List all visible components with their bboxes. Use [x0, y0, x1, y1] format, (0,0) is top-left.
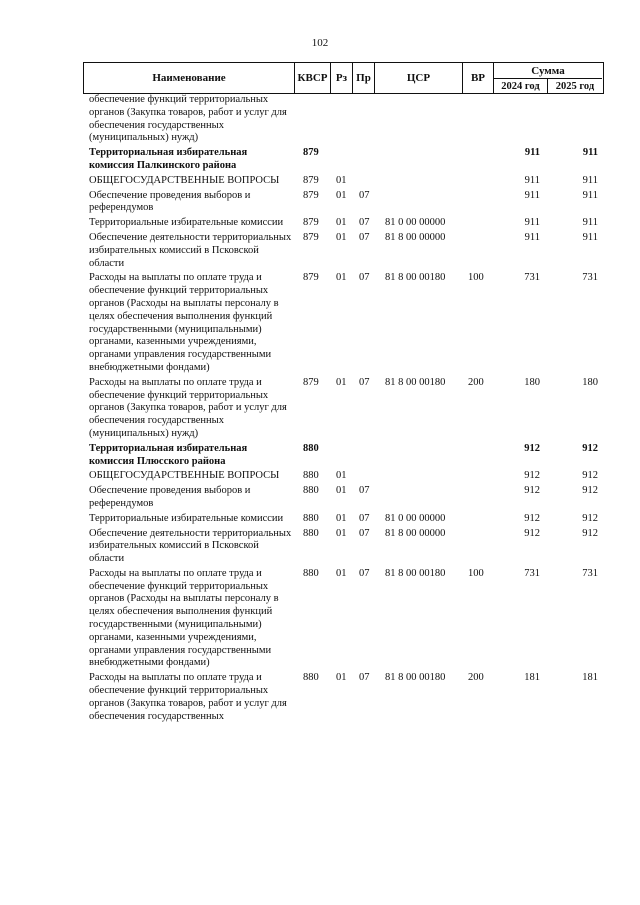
header-pr: Пр [353, 63, 375, 93]
cell-sum-2025: 912 [582, 470, 598, 482]
cell-sum-2024: 731 [524, 272, 540, 284]
header-csr: ЦСР [375, 63, 463, 93]
cell-csr: 81 0 00 00000 [385, 217, 446, 229]
cell-kvsr: 880 [303, 470, 319, 482]
cell-kvsr: 879 [303, 174, 319, 186]
cell-kvsr: 879 [303, 272, 319, 284]
cell-sum-2025: 911 [582, 217, 598, 229]
table-header [83, 62, 604, 94]
cell-kvsr: 880 [303, 512, 319, 524]
cell-name: Обеспечение деятельности территориальных избирательных комиссий в Псковской области [89, 527, 292, 565]
cell-rz: 01 [336, 485, 347, 497]
cell-sum-2025: 911 [582, 147, 598, 159]
cell-kvsr: 879 [303, 231, 319, 243]
table-body [83, 94, 604, 725]
table-row [83, 147, 604, 173]
cell-pr: 07 [359, 189, 370, 201]
cell-sum-2024: 731 [524, 567, 540, 579]
cell-kvsr: 879 [303, 189, 319, 201]
cell-csr: 81 8 00 00180 [385, 272, 446, 284]
cell-pr: 07 [359, 485, 370, 497]
cell-name: Территориальная избирательная комиссия Палкинского района [89, 147, 248, 171]
header-2024: 2024 год [494, 79, 548, 94]
header-sum: Сумма [494, 63, 602, 79]
table-row [83, 190, 604, 216]
cell-kvsr: 879 [303, 217, 319, 229]
cell-pr: 07 [359, 272, 370, 284]
cell-kvsr: 880 [303, 442, 319, 454]
table-row [83, 232, 604, 270]
header-2025: 2025 год [555, 81, 595, 92]
cell-sum-2025: 911 [582, 231, 598, 243]
cell-name: Расходы на выплаты по оплате труда и обеспечение функций территориальных органов (Закупка товаров, работ и услуг для обеспечения государственных (муниципальных) нужд) [89, 376, 287, 439]
table-row [83, 175, 604, 188]
cell-rz: 01 [336, 567, 347, 579]
cell-kvsr: 879 [303, 147, 319, 159]
cell-name: Расходы на выплаты по оплате труда и обеспечение функций территориальных органов (Расходы на выплаты персоналу в целях обеспечения выполнения функций государственными (муниципальными) органами, казенными учреждениями, органами управления государственными внебюджетными фондами) [89, 567, 279, 669]
table-row [83, 272, 604, 374]
cell-csr: 81 8 00 00000 [385, 231, 446, 243]
cell-sum-2024: 912 [524, 485, 540, 497]
cell-name: Территориальные избирательные комиссии [89, 217, 284, 229]
table-row [83, 470, 604, 483]
cell-sum-2025: 911 [582, 174, 598, 186]
table-row [83, 485, 604, 511]
cell-sum-2024: 911 [524, 231, 540, 243]
page-number: 102 [311, 37, 329, 49]
cell-name: ОБЩЕГОСУДАРСТВЕННЫЕ ВОПРОСЫ [89, 470, 280, 482]
cell-vr: 100 [468, 272, 484, 284]
table-row [83, 217, 604, 230]
cell-sum-2024: 181 [524, 672, 540, 684]
cell-name: Обеспечение проведения выборов и референдумов [89, 485, 251, 509]
header-rz: Рз [331, 63, 353, 93]
cell-vr: 200 [468, 672, 484, 684]
cell-csr: 81 8 00 00180 [385, 376, 446, 388]
table-row [83, 94, 604, 145]
cell-sum-2024: 911 [524, 189, 540, 201]
cell-pr: 07 [359, 217, 370, 229]
cell-name: Расходы на выплаты по оплате труда и обеспечение функций территориальных органов (Закупка товаров, работ и услуг для обеспечения государственных [89, 672, 287, 722]
cell-csr: 81 8 00 00000 [385, 527, 446, 539]
cell-kvsr: 879 [303, 376, 319, 388]
table-row [83, 443, 604, 469]
cell-sum-2024: 911 [524, 217, 540, 229]
cell-name: Обеспечение деятельности территориальных избирательных комиссий в Псковской области [89, 231, 292, 269]
cell-sum-2024: 912 [524, 442, 540, 454]
cell-kvsr: 880 [303, 527, 319, 539]
table-row [83, 568, 604, 670]
cell-rz: 01 [336, 217, 347, 229]
cell-sum-2024: 911 [524, 174, 540, 186]
table-row [83, 528, 604, 566]
cell-pr: 07 [359, 376, 370, 388]
cell-csr: 81 8 00 00180 [385, 567, 446, 579]
cell-sum-2025: 912 [582, 512, 598, 524]
cell-rz: 01 [336, 272, 347, 284]
table-row [83, 513, 604, 526]
cell-rz: 01 [336, 189, 347, 201]
cell-rz: 01 [336, 470, 347, 482]
cell-rz: 01 [336, 376, 347, 388]
cell-name: Расходы на выплаты по оплате труда и обеспечение функций территориальных органов (Расходы на выплаты персоналу в целях обеспечения выполнения функций государственными (муниципальными) органами, казенными учреждениями, органами управления государственными внебюджетными фондами) [89, 272, 279, 373]
cell-rz: 01 [336, 174, 347, 186]
cell-sum-2025: 912 [582, 442, 598, 454]
table-row [83, 377, 604, 441]
cell-name: Обеспечение проведения выборов и референдумов [89, 189, 251, 214]
cell-sum-2024: 180 [524, 376, 540, 388]
cell-sum-2024: 912 [524, 470, 540, 482]
cell-sum-2024: 912 [524, 512, 540, 524]
cell-pr: 07 [359, 512, 370, 524]
cell-name: ОБЩЕГОСУДАРСТВЕННЫЕ ВОПРОСЫ [89, 174, 280, 186]
cell-sum-2025: 911 [582, 189, 598, 201]
cell-name: обеспечение функций территориальных органов (Закупка товаров, работ и услуг для обеспечения государственных (муниципальных) нужд) [89, 94, 287, 144]
cell-kvsr: 880 [303, 567, 319, 579]
cell-sum-2024: 911 [524, 147, 540, 159]
cell-kvsr: 880 [303, 485, 319, 497]
cell-rz: 01 [336, 512, 347, 524]
header-vr: ВР [463, 63, 494, 93]
cell-rz: 01 [336, 672, 347, 684]
cell-vr: 200 [468, 376, 484, 388]
cell-sum-2025: 912 [582, 485, 598, 497]
cell-sum-2025: 731 [582, 567, 598, 579]
cell-pr: 07 [359, 672, 370, 684]
cell-sum-2024: 912 [524, 527, 540, 539]
cell-csr: 81 8 00 00180 [385, 672, 446, 684]
cell-csr: 81 0 00 00000 [385, 512, 446, 524]
header-kvsr: КВСР [295, 63, 331, 93]
cell-sum-2025: 912 [582, 527, 598, 539]
header-name: Наименование [84, 63, 295, 93]
cell-sum-2025: 181 [582, 672, 598, 684]
cell-pr: 07 [359, 231, 370, 243]
table-row [83, 672, 604, 723]
cell-name: Территориальные избирательные комиссии [89, 512, 284, 524]
cell-kvsr: 880 [303, 672, 319, 684]
cell-pr: 07 [359, 567, 370, 579]
cell-rz: 01 [336, 231, 347, 243]
cell-rz: 01 [336, 527, 347, 539]
cell-vr: 100 [468, 567, 484, 579]
cell-sum-2025: 180 [582, 376, 598, 388]
cell-name: Территориальная избирательная комиссия Плюсского района [89, 442, 248, 467]
cell-pr: 07 [359, 527, 370, 539]
cell-sum-2025: 731 [582, 272, 598, 284]
